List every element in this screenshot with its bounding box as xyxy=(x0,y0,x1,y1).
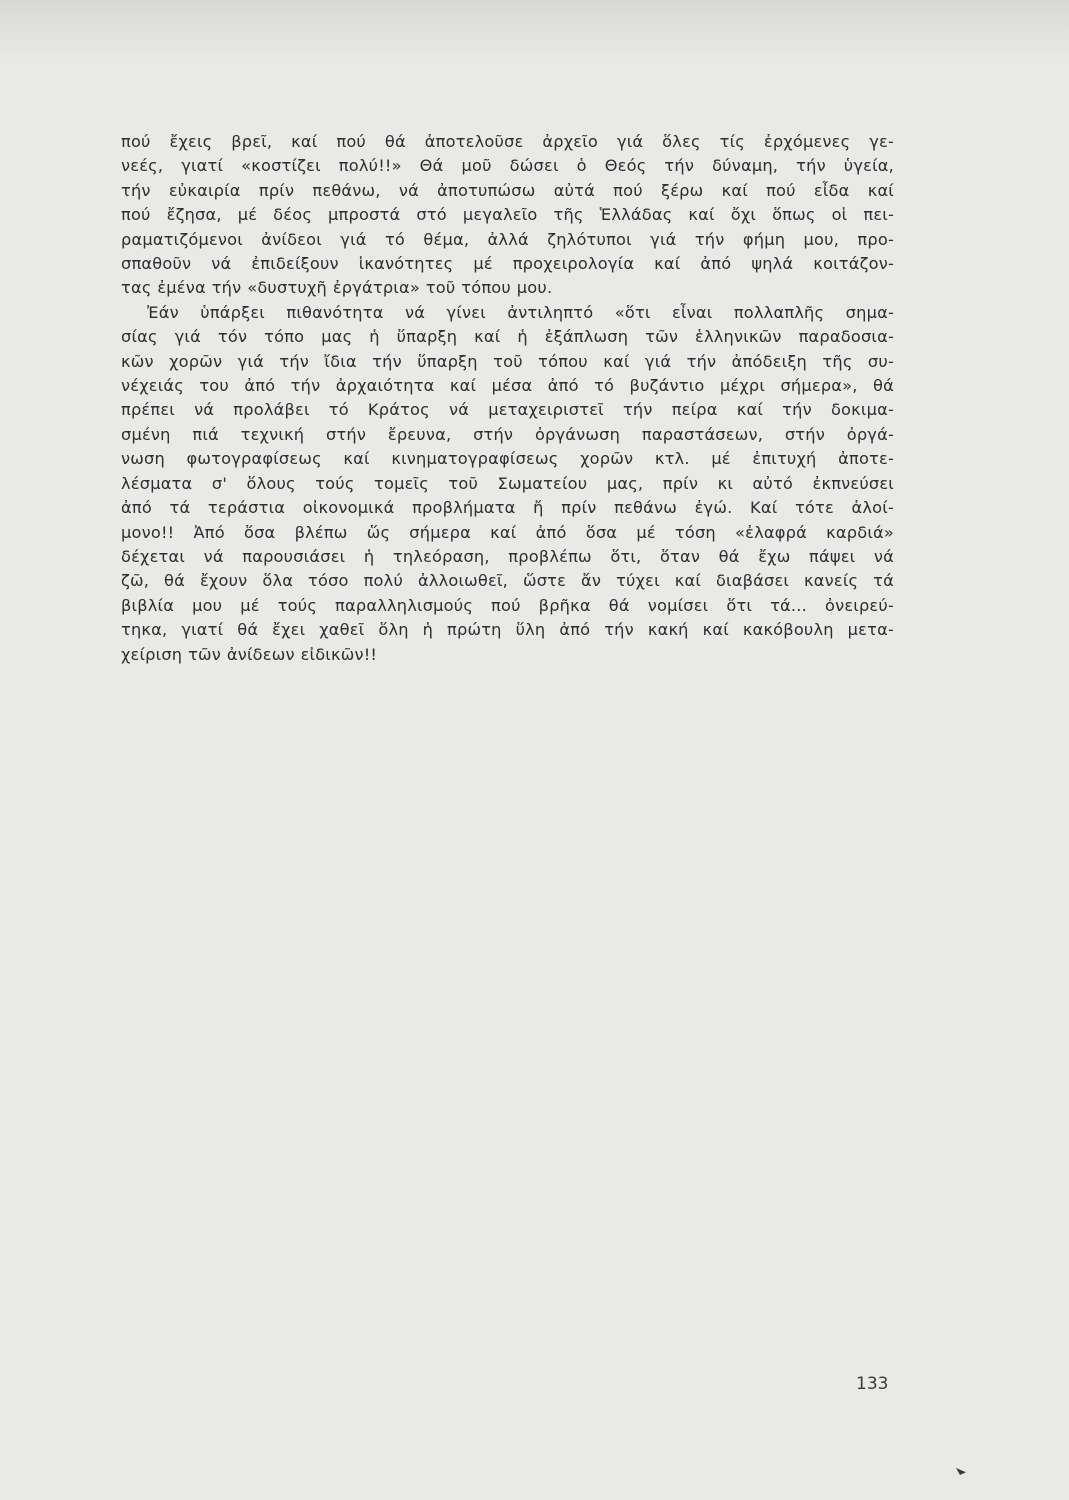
body-text xyxy=(121,130,894,667)
text-line: πού ἔζησα, μέ δέος μπροστά στό μεγαλεῖο τῆς Ἑλλάδας καί ὄχι ὅπως οἱ πει- xyxy=(121,205,894,225)
text-line: νωση φωτογραφίσεως καί κινηματογραφίσεως χορῶν κτλ. μέ ἐπιτυχή ἀποτε- xyxy=(121,449,894,469)
scan-top-shadow xyxy=(0,0,1069,60)
text-line: πού ἔχεις βρεῖ, καί πού θά ἀποτελοῦσε ἀρχεῖο γιά ὅλες τίς ἐρχόμενες γε- xyxy=(121,132,894,151)
text-line: ραματιζόμενοι ἀνίδεοι γιά τό θέμα, ἀλλά ζηλότυποι γιά τήν φήμη μου, προ- xyxy=(121,229,894,249)
text-line: ἀπό τά τεράστια οἰκονομικά προβλήματα ἤ πρίν πεθάνω ἐγώ. Καί τότε ἀλοί- xyxy=(121,498,894,518)
text-line: νέχειάς του ἀπό τήν ἀρχαιότητα καί μέσα ἀπό τό βυζάντιο μέχρι σήμερα», θά xyxy=(121,376,894,396)
text-line: βιβλία μου μέ τούς παραλληλισμούς πού βρῆκα θά νομίσει ὅτι τά... ὀνειρεύ- xyxy=(121,595,894,615)
text-line: μονο!! Ἀπό ὅσα βλέπω ὥς σήμερα καί ἀπό ὅσα μέ τόση «ἐλαφρά καρδιά» xyxy=(121,522,894,542)
text-line: δέχεται νά παρουσιάσει ἡ τηλεόραση, προβλέπω ὅτι, ὅταν θά ἔχω πάψει νά xyxy=(121,546,894,566)
text-line: σπαθοῦν νά ἐπιδείξουν ἱκανότητες μέ προχειρολογία καί ἀπό ψηλά κοιτάζον- xyxy=(121,254,894,274)
text-line: Ἐάν ὑπάρξει πιθανότητα νά γίνει ἀντιληπτό «ὅτι εἶναι πολλαπλῆς σημα- xyxy=(147,302,894,322)
text-line: τήν εὐκαιρία πρίν πεθάνω, νά ἀποτυπώσω αὐτά πού ξέρω καί πού εἶδα καί xyxy=(121,180,894,200)
text-line: λέσματα σ' ὅλους τούς τομεῖς τοῦ Σωματείου μας, πρίν κι αὐτό ἐκπνεύσει xyxy=(121,473,894,493)
scan-mark-icon xyxy=(956,1468,966,1475)
text-line: τας ἐμένα τήν «δυστυχῆ ἐργάτρια» τοῦ τόπου μου. xyxy=(121,278,553,298)
text-line: σμένη πιά τεχνική στήν ἔρευνα, στήν ὀργάνωση παραστάσεων, στήν ὀργά- xyxy=(121,424,894,444)
text-line: κῶν χορῶν γιά τήν ἴδια τήν ὕπαρξη τοῦ τόπου καί γιά τήν ἀπόδειξη τῆς συ- xyxy=(121,351,894,371)
page-number: 133 xyxy=(856,1374,889,1394)
text-line: νεές, γιατί «κοστίζει πολύ!!» Θά μοῦ δώσει ὁ Θεός τήν δύναμη, τήν ὑγεία, xyxy=(121,156,894,176)
text-line: τηκα, γιατί θά ἔχει χαθεῖ ὅλη ἡ πρώτη ὕλη ἀπό τήν κακή καί κακόβουλη μετα- xyxy=(121,620,894,640)
text-line: ζῶ, θά ἔχουν ὅλα τόσο πολύ ἀλλοιωθεῖ, ὥστε ἄν τύχει καί διαβάσει κανείς τά xyxy=(121,571,894,591)
text-line: χείριση τῶν ἀνίδεων εἰδικῶν!! xyxy=(121,644,378,664)
text-line: πρέπει νά προλάβει τό Κράτος νά μεταχειριστεῖ τήν πείρα καί τήν δοκιμα- xyxy=(121,400,894,420)
text-line: σίας γιά τόν τόπο μας ἡ ὕπαρξη καί ἡ ἐξάπλωση τῶν ἑλληνικῶν παραδοσια- xyxy=(121,327,894,347)
